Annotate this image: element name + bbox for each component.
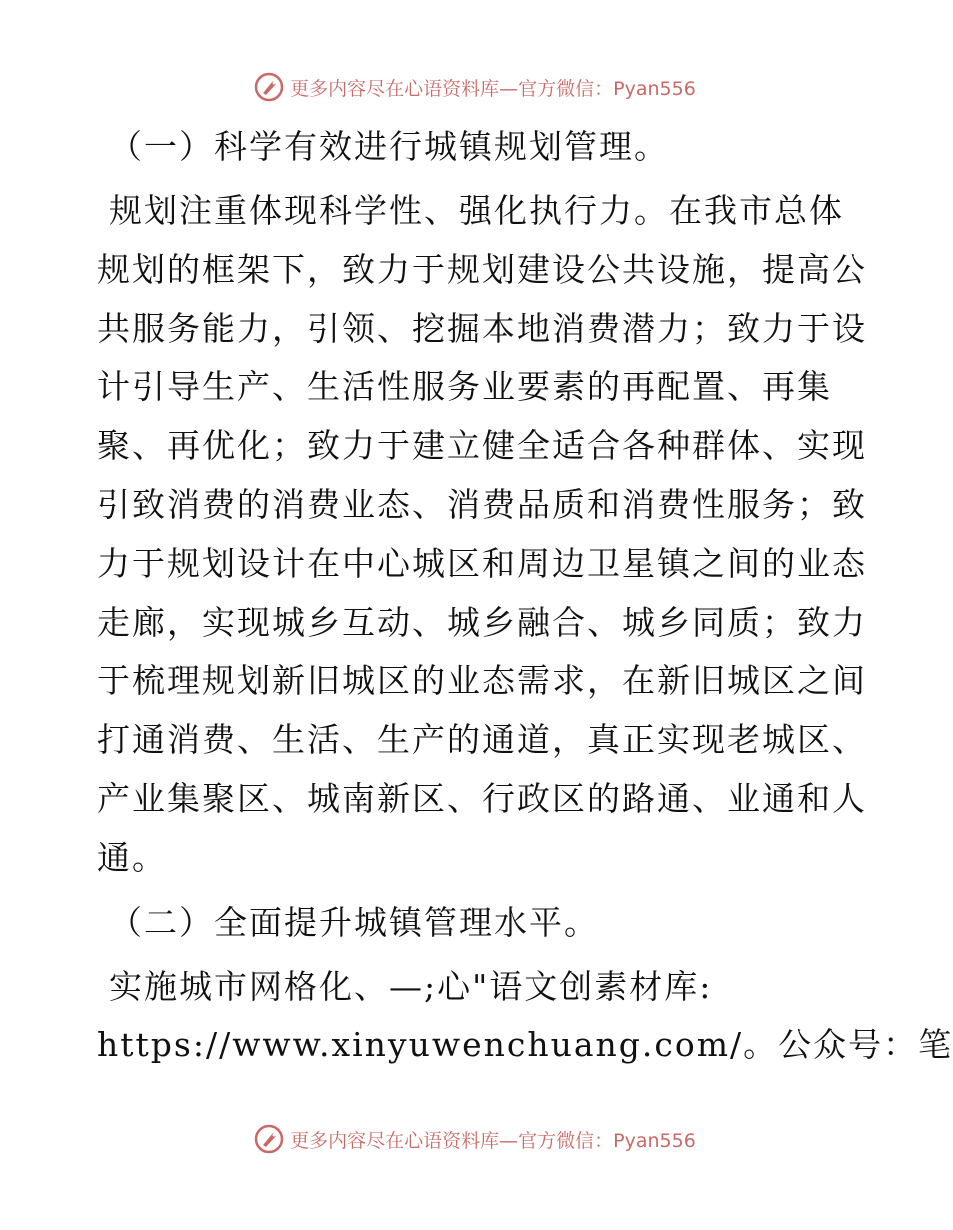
paragraph-line-url: https://www.xinyuwenchuang.com/。公众号：笔 xyxy=(97,1025,953,1065)
paragraph-line: 走廊，实现城乡互动、城乡融合、城乡同质；致力 xyxy=(97,602,867,642)
paragraph-line: 通。 xyxy=(97,837,167,877)
watermark-text: 更多内容尽在心语资料库—官方微信：Pyan556 xyxy=(290,77,696,100)
paragraph-line: 力于规划设计在中心城区和周边卫星镇之间的业态 xyxy=(97,543,867,583)
paragraph-line: 共服务能力，引领、挖掘本地消费潜力；致力于设 xyxy=(97,308,867,348)
paragraph-line: 计引导生产、生活性服务业要素的再配置、再集 xyxy=(97,367,832,407)
section-heading-1: （一）科学有效进行城镇规划管理。 xyxy=(109,127,669,166)
pen-nib-icon xyxy=(254,72,284,102)
section-paragraph-1 xyxy=(97,182,867,888)
watermark-text: 更多内容尽在心语资料库—官方微信：Pyan556 xyxy=(290,1129,696,1152)
watermark-header xyxy=(0,72,950,102)
paragraph-line: 产业集聚区、城南新区、行政区的路通、业通和人 xyxy=(97,778,867,818)
paragraph-line: 聚、再优化；致力于建立健全适合各种群体、实现 xyxy=(97,426,867,466)
paragraph-line: 引致消费的消费业态、消费品质和消费性服务；致 xyxy=(97,484,867,524)
pen-nib-icon xyxy=(254,1124,284,1154)
paragraph-line: 规划注重体现科学性、强化执行力。在我市总体 xyxy=(109,191,844,230)
section-paragraph-2 xyxy=(97,958,953,1076)
paragraph-line: 实施城市网格化、—;心"语文创素材库: xyxy=(109,966,713,1006)
paragraph-line: 于梳理规划新旧城区的业态需求，在新旧城区之间 xyxy=(97,661,867,701)
paragraph-line: 规划的框架下，致力于规划建设公共设施，提高公 xyxy=(97,249,867,289)
watermark-footer xyxy=(0,1124,950,1154)
document-body xyxy=(97,124,953,1087)
section-heading-2: （二）全面提升城镇管理水平。 xyxy=(109,902,599,942)
paragraph-line: 打通消费、生活、生产的通道，真正实现老城区、 xyxy=(97,720,867,760)
